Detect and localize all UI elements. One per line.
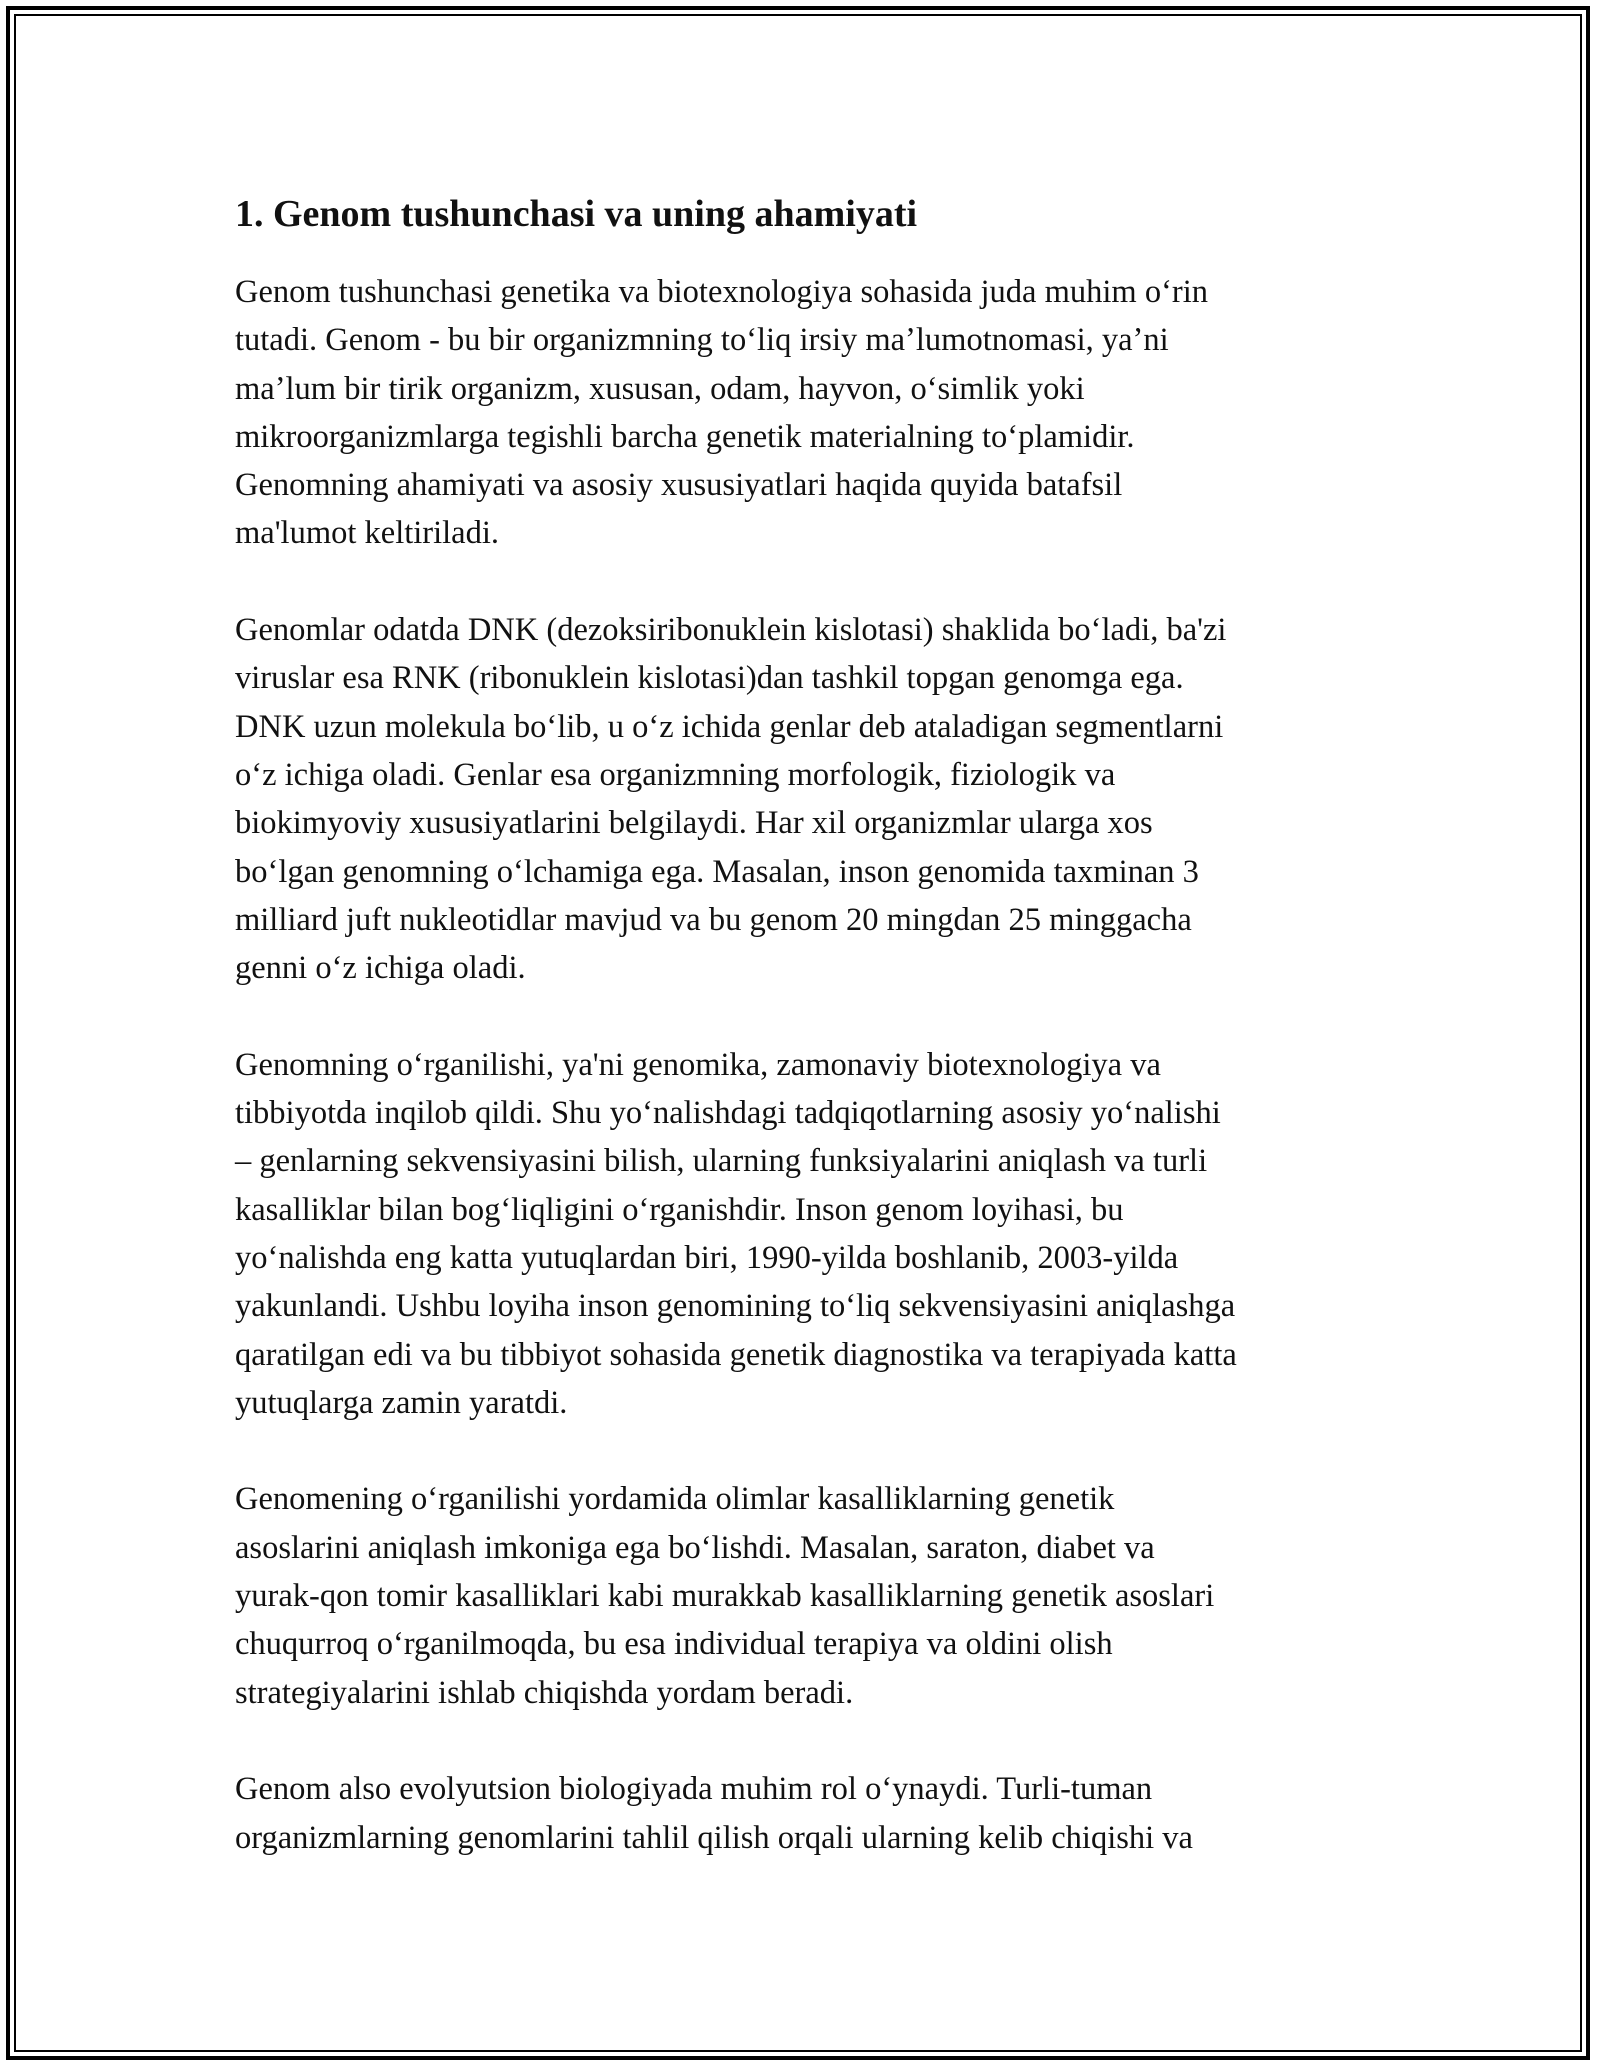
text-line: asoslarini aniqlash imkoniga ega boʻlishdi. Masalan, saraton, diabet va [235,1529,1155,1566]
text-line: qaratilgan edi va bu tibbiyot sohasida genetik diagnostika va terapiyada katta [235,1336,1237,1373]
text-line: Genomlar odatda DNK (dezoksiribonuklein kislotasi) shaklida boʻladi, ba'zi [235,612,1227,649]
text-line: viruslar esa RNK (ribonuklein kislotasi)dan tashkil topgan genomga ega. [235,660,1184,697]
text-line: Genomening oʻrganilishi yordamida olimlar kasalliklarning genetik [235,1481,1115,1518]
text-line: boʻlgan genomning oʻlchamiga ega. Masalan, inson genomida taxminan 3 [235,853,1199,890]
paragraph-2 [235,606,1375,992]
text-line: milliard juft nukleotidlar mavjud va bu genom 20 mingdan 25 minggacha [235,901,1192,938]
text-line: tutadi. Genom - bu bir organizmning toʻliq irsiy maʼlumotnomasi, yaʼni [235,322,1169,359]
text-line: yoʻnalishda eng katta yutuqlardan biri, 1990-yilda boshlanib, 2003-yilda [235,1239,1179,1276]
text-line: strategiyalarini ishlab chiqishda yordam beradi. [235,1674,854,1711]
text-line: yurak-qon tomir kasalliklari kabi murakkab kasalliklarning genetik asoslari [235,1578,1215,1615]
section-heading: 1. Genom tushunchasi va uning ahamiyati [235,193,918,235]
text-line: tibbiyotda inqilob qildi. Shu yoʻnalishdagi tadqiqotlarning asosiy yoʻnalishi [235,1095,1221,1132]
text-line: Genomning ahamiyati va asosiy xususiyatlari haqida quyida batafsil [235,467,1123,504]
text-line: Genom also evolyutsion biologiyada muhim rol oʻynaydi. Turli-tuman [235,1771,1153,1808]
text-line: – genlarning sekvensiyasini bilish, ularning funksiyalarini aniqlash va turli [235,1143,1208,1180]
paragraph-5 [235,1765,1375,1862]
text-line: maʼlum bir tirik organizm, xususan, odam, hayvon, oʻsimlik yoki [235,370,1085,407]
paragraph-1 [235,268,1375,558]
paragraph-3 [235,1041,1375,1427]
text-line: chuqurroq oʻrganilmoqda, bu esa individual terapiya va oldini olish [235,1626,1113,1663]
text-line: oʻz ichiga oladi. Genlar esa organizmning morfologik, fiziologik va [235,756,1116,793]
text-line: biokimyoviy xususiyatlarini belgilaydi. Har xil organizmlar ularga xos [235,805,1153,842]
document-body [235,186,1375,1910]
text-line: Genom tushunchasi genetika va biotexnologiya sohasida juda muhim oʻrin [235,274,1209,310]
text-line: mikroorganizmlarga tegishli barcha genetik materialning toʻplamidir. [235,418,1135,455]
text-line: Genomning oʻrganilishi, ya'ni genomika, zamonaviy biotexnologiya va [235,1046,1161,1083]
text-line: DNK uzun molekula boʻlib, u oʻz ichida genlar deb ataladigan segmentlarni [235,708,1224,745]
paragraph-4 [235,1475,1375,1716]
text-line: yutuqlarga zamin yaratdi. [235,1384,568,1421]
text-line: yakunlandi. Ushbu loyiha inson genomining toʻliq sekvensiyasini aniqlashga [235,1288,1236,1325]
text-line: kasalliklar bilan bogʻliqligini oʻrganishdir. Inson genom loyihasi, bu [235,1191,1124,1228]
text-line: ma'lumot keltiriladi. [235,515,499,552]
text-line: genni oʻz ichiga oladi. [235,950,526,987]
text-line: organizmlarning genomlarini tahlil qilish orqali ularning kelib chiqishi va [235,1819,1193,1856]
